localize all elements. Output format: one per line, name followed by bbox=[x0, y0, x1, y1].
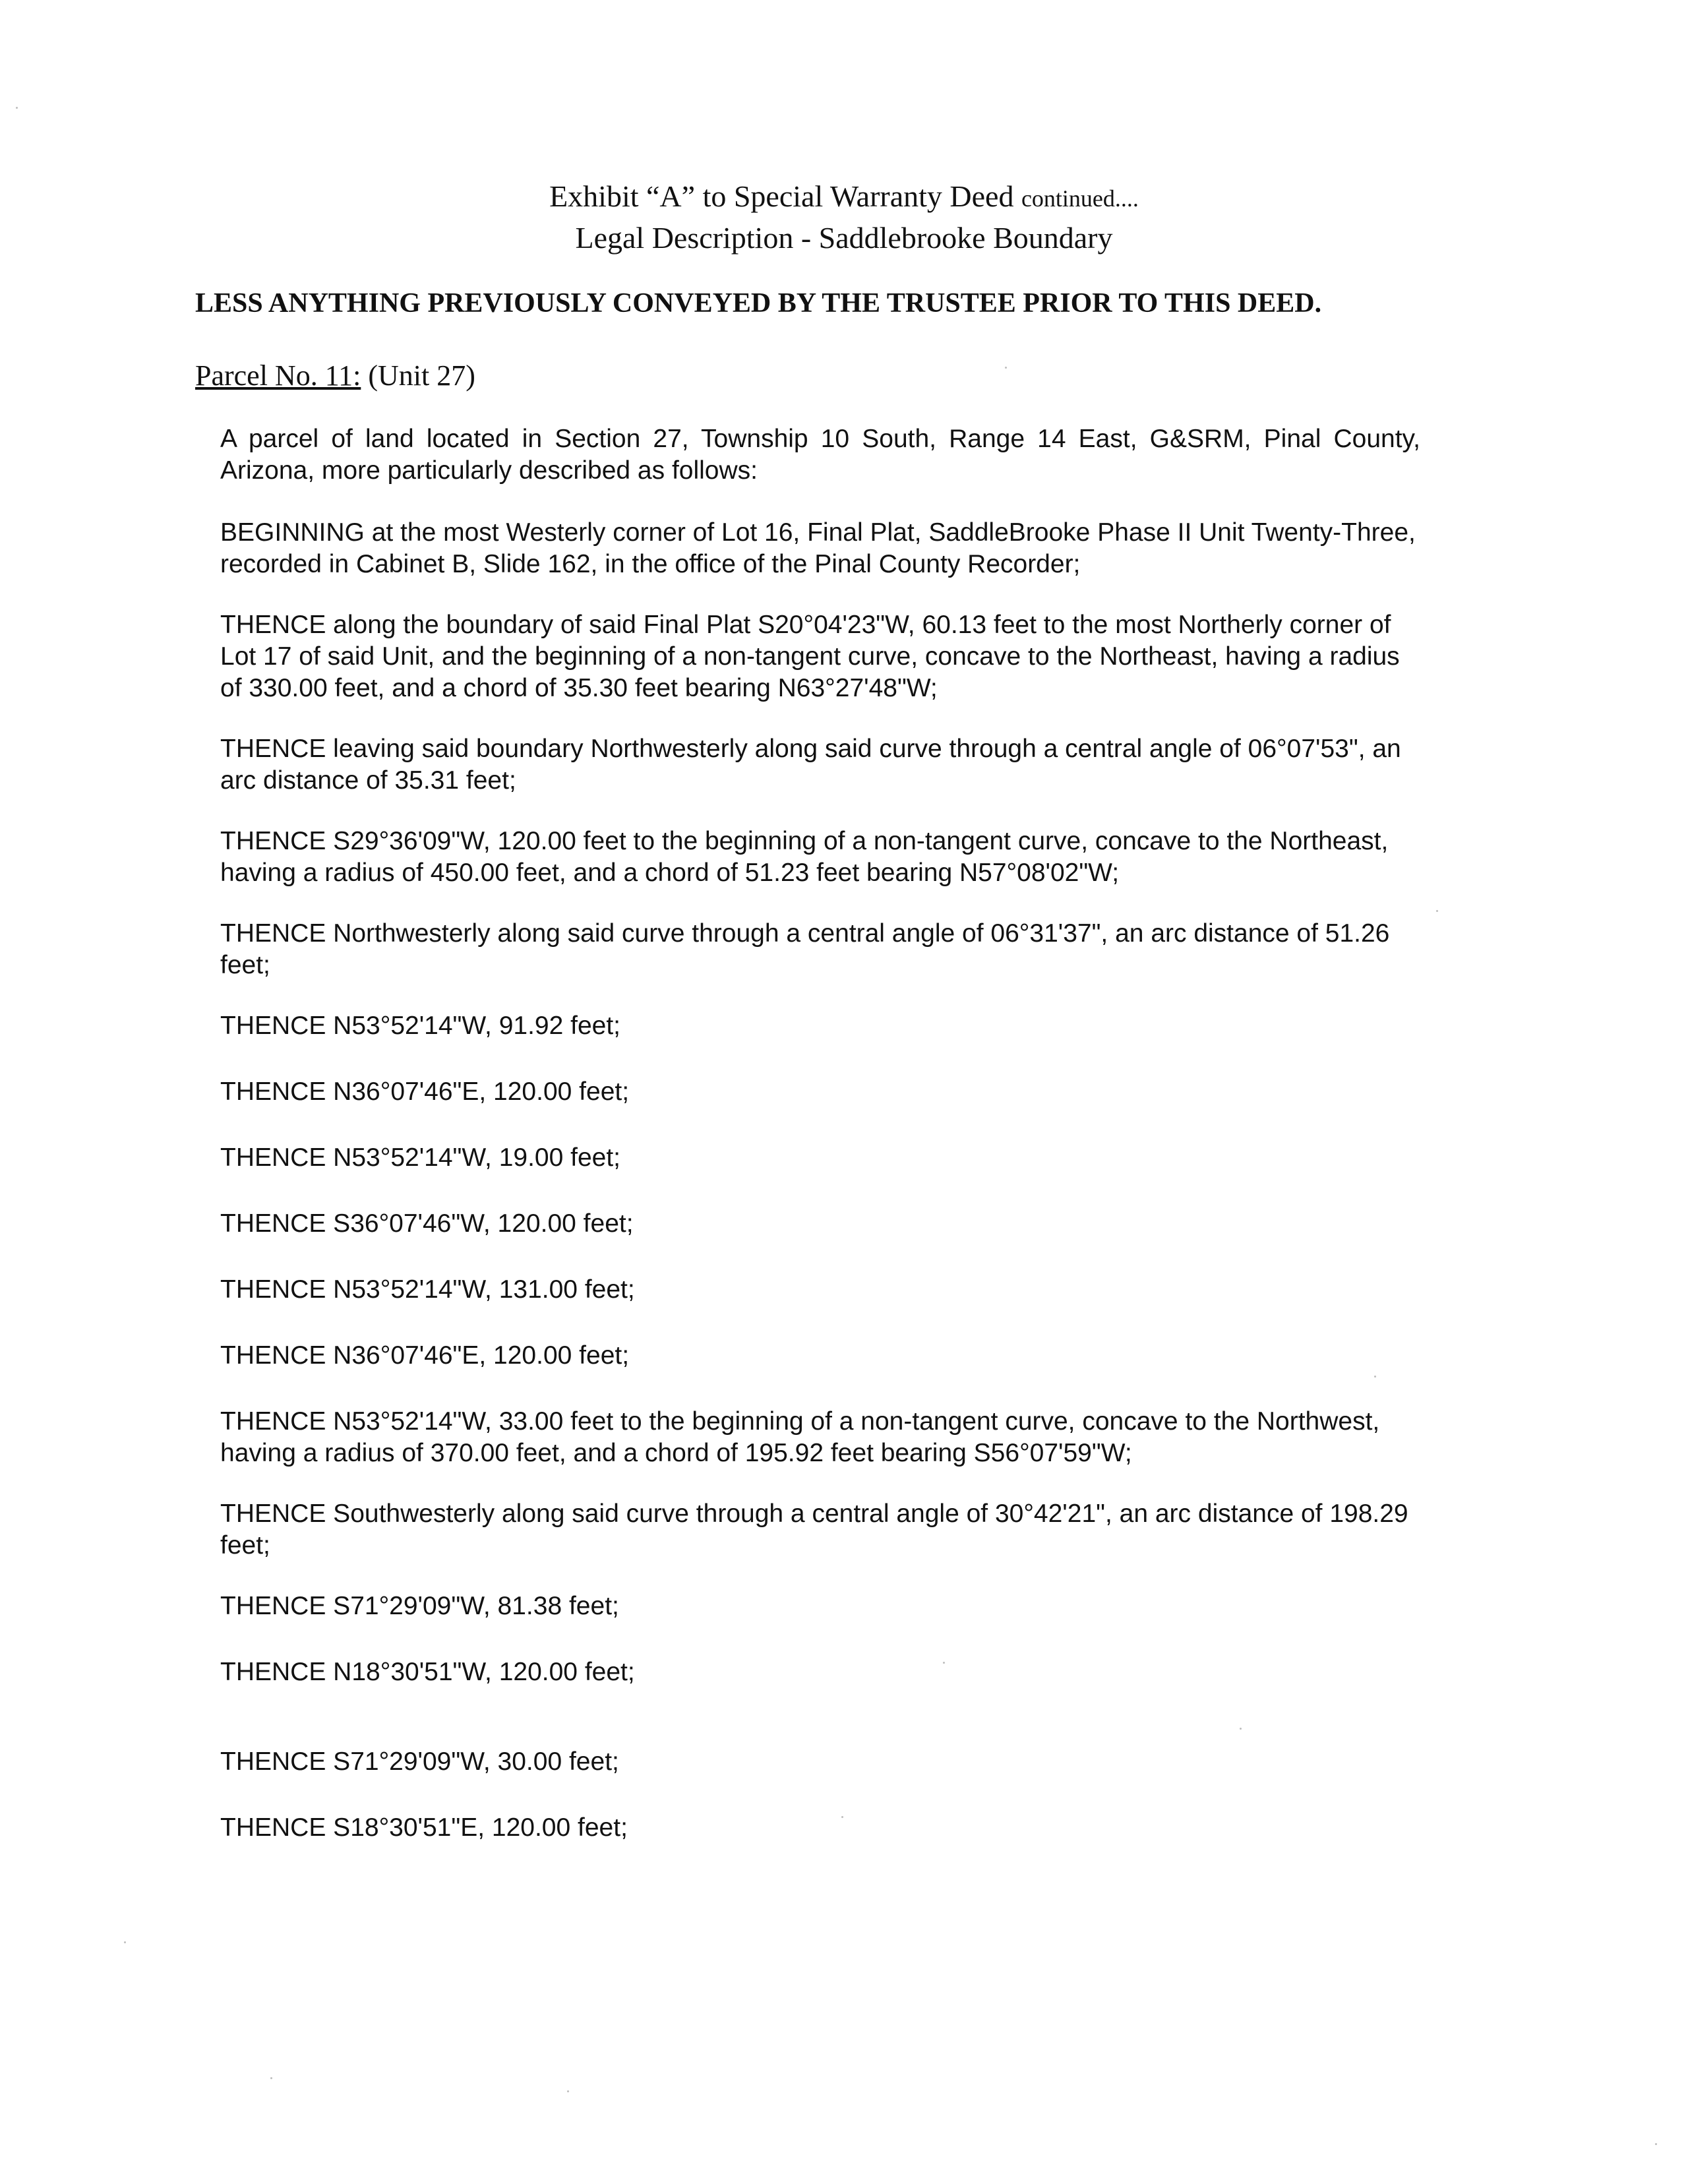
paragraph-course: THENCE S18°30'51"E, 120.00 feet; bbox=[220, 1813, 628, 1842]
header-line-2: Legal Description - Saddlebrooke Boundary bbox=[575, 221, 1113, 255]
scan-speck bbox=[841, 1816, 843, 1818]
paragraph-course: THENCE leaving said boundary Northwesterly along said curve through a central angle of 06°07'53", an arc distance of 35.31 feet; bbox=[220, 735, 1401, 795]
paragraph-course: THENCE N36°07'46"E, 120.00 feet; bbox=[220, 1077, 630, 1106]
parcel-heading bbox=[195, 357, 475, 394]
paragraph-course: THENCE along the boundary of said Final Plat S20°04'23"W, 60.13 feet to the most Northerly corner of Lot 17 of said Unit, and the beginning of a non-tangent curve, concave to the Northeast, having a radius of 330.00 feet, and a chord of 35.30 feet bearing N63°27'48"W; bbox=[220, 611, 1400, 702]
paragraph-course: THENCE Northwesterly along said curve through a central angle of 06°31'37", an arc distance of 51.26 feet; bbox=[220, 919, 1390, 979]
scan-speck bbox=[1374, 1376, 1376, 1378]
paragraph-course: THENCE N18°30'51"W, 120.00 feet; bbox=[220, 1658, 635, 1686]
document-header bbox=[0, 177, 1688, 258]
paragraph-course: THENCE N53°52'14"W, 91.92 feet; bbox=[220, 1012, 621, 1040]
paragraph-course: THENCE N53°52'14"W, 19.00 feet; bbox=[220, 1143, 621, 1172]
scan-speck bbox=[943, 1662, 945, 1664]
scan-speck bbox=[1655, 2143, 1657, 2145]
scan-speck bbox=[1436, 910, 1438, 912]
scan-speck bbox=[567, 2090, 569, 2092]
scan-speck bbox=[270, 2077, 272, 2079]
paragraph-course: THENCE S71°29'09"W, 81.38 feet; bbox=[220, 1592, 619, 1620]
paragraph-intro: A parcel of land located in Section 27, Township 10 South, Range 14 East, G&SRM, Pinal County, Arizona, more particularly described as follows: bbox=[220, 425, 1420, 485]
exclusion-notice: LESS ANYTHING PREVIOUSLY CONVEYED BY THE TRUSTEE PRIOR TO THIS DEED. bbox=[195, 288, 1322, 318]
paragraph-course: THENCE N36°07'46"E, 120.00 feet; bbox=[220, 1341, 630, 1370]
scan-speck bbox=[1240, 1728, 1242, 1730]
scan-speck bbox=[16, 107, 18, 109]
scan-speck bbox=[1005, 367, 1007, 369]
header-line-1 bbox=[0, 177, 1688, 218]
parcel-unit: (Unit 27) bbox=[368, 359, 475, 392]
paragraph-course: THENCE Southwesterly along said curve through a central angle of 30°42'21", an arc distance of 198.29 feet; bbox=[220, 1500, 1408, 1560]
paragraph-course: THENCE N53°52'14"W, 33.00 feet to the beginning of a non-tangent curve, concave to the Northwest, having a radius of 370.00 feet, and a chord of 195.92 feet bearing S56°07'59"W; bbox=[220, 1407, 1380, 1467]
paragraph-course: THENCE N53°52'14"W, 131.00 feet; bbox=[220, 1275, 635, 1304]
paragraph-course: THENCE S71°29'09"W, 30.00 feet; bbox=[220, 1747, 619, 1776]
paragraph-course: THENCE S36°07'46"W, 120.00 feet; bbox=[220, 1209, 634, 1238]
paragraph-course: THENCE S29°36'09"W, 120.00 feet to the beginning of a non-tangent curve, concave to the Northeast, having a radius of 450.00 feet, and a chord of 51.23 feet bearing N57°08'02"W; bbox=[220, 827, 1389, 887]
legal-description bbox=[220, 423, 1420, 1878]
header-title: Exhibit “A” to Special Warranty Deed bbox=[549, 179, 1014, 213]
scan-speck bbox=[124, 1941, 126, 1943]
header-continued: continued.... bbox=[1021, 185, 1139, 212]
paragraph-beginning: BEGINNING at the most Westerly corner of Lot 16, Final Plat, SaddleBrooke Phase II Unit Twenty-Three, recorded in Cabinet B, Slide 162, in the office of the Pinal County Recorder; bbox=[220, 518, 1416, 578]
parcel-label: Parcel No. 11: bbox=[195, 359, 361, 392]
